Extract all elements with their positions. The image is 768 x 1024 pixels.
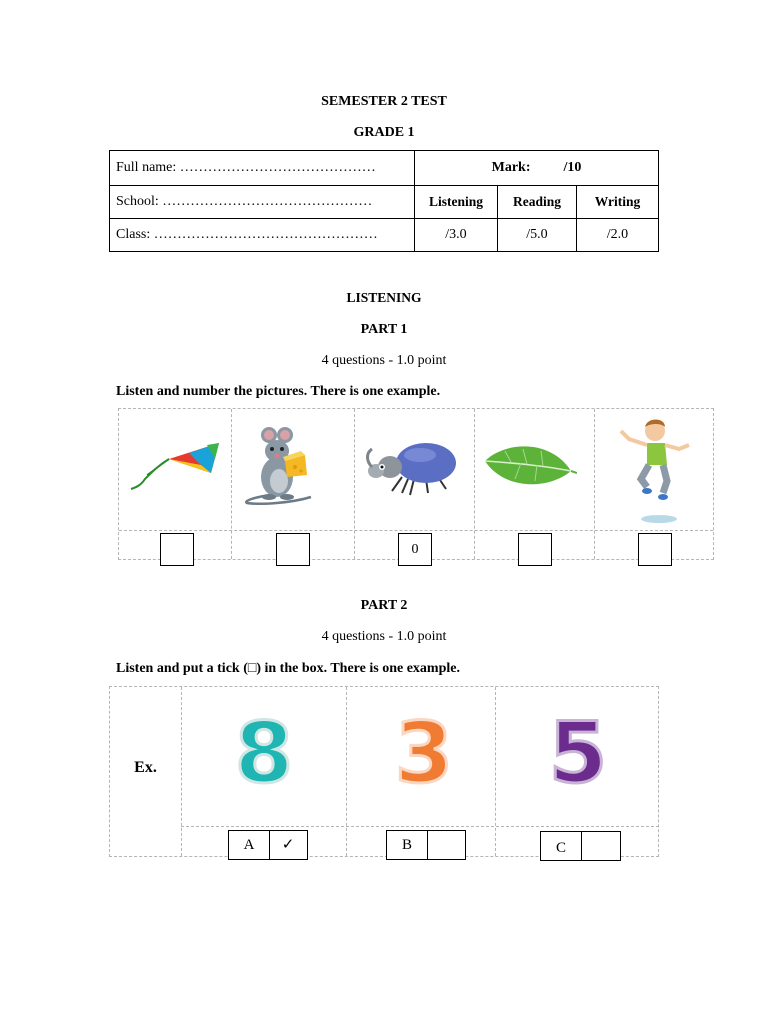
mark-label: Mark: [491,160,531,175]
part2-instruction: Listen and put a tick (□) in the box. There is one example. [116,661,460,676]
number-three-picture: 3 [394,704,454,802]
test-title: SEMESTER 2 TEST [321,94,447,109]
example-label: Ex. [134,759,157,776]
info-table [109,150,659,252]
number-eight-picture: 8 [234,704,294,802]
part2-points: 4 questions - 1.0 point [321,629,447,644]
kite-picture [127,435,227,499]
full-name-field[interactable]: Full name: …………………………………… [110,151,415,186]
mark-total: /10 [563,160,582,175]
boy-jumping-picture [615,417,695,525]
option-b-box [386,830,466,860]
writing-header: Writing [577,186,659,219]
option-a-tick: ✓ [281,837,295,853]
option-c-tick-box[interactable] [581,832,620,860]
answer-box-3[interactable] [518,533,552,566]
answer-box-1[interactable] [160,533,194,566]
class-field[interactable]: Class: ………………………………………… [110,219,415,252]
number-five-picture: 5 [548,704,608,802]
option-c-letter: C [541,832,582,860]
option-c-box [540,831,621,861]
listening-heading: LISTENING [346,290,422,305]
school-field[interactable]: School: ……………………………………… [110,186,415,219]
answer-box-2[interactable] [276,533,310,566]
listening-header: Listening [415,186,498,219]
reading-score: /5.0 [498,219,577,252]
part2-title: PART 2 [360,598,408,613]
mark-cell [415,151,659,186]
part1-points: 4 questions - 1.0 point [321,353,447,368]
answer-box-example: 0 [398,533,432,566]
grade-title: GRADE 1 [353,125,415,140]
leaf-picture [481,441,577,493]
part1-title: PART 1 [360,322,408,337]
option-b-letter: B [387,831,428,859]
reading-header: Reading [498,186,577,219]
mouse-picture [241,425,321,507]
beetle-picture [362,433,462,499]
listening-score: /3.0 [415,219,498,252]
option-a-letter: A [229,831,270,859]
part1-picture-grid [118,408,714,560]
answer-box-4[interactable] [638,533,672,566]
writing-score: /2.0 [577,219,659,252]
part2-picture-grid [109,686,659,857]
option-b-tick-box[interactable] [427,831,465,859]
option-a-box [228,830,308,860]
part1-instruction: Listen and number the pictures. There is one example. [116,384,441,399]
